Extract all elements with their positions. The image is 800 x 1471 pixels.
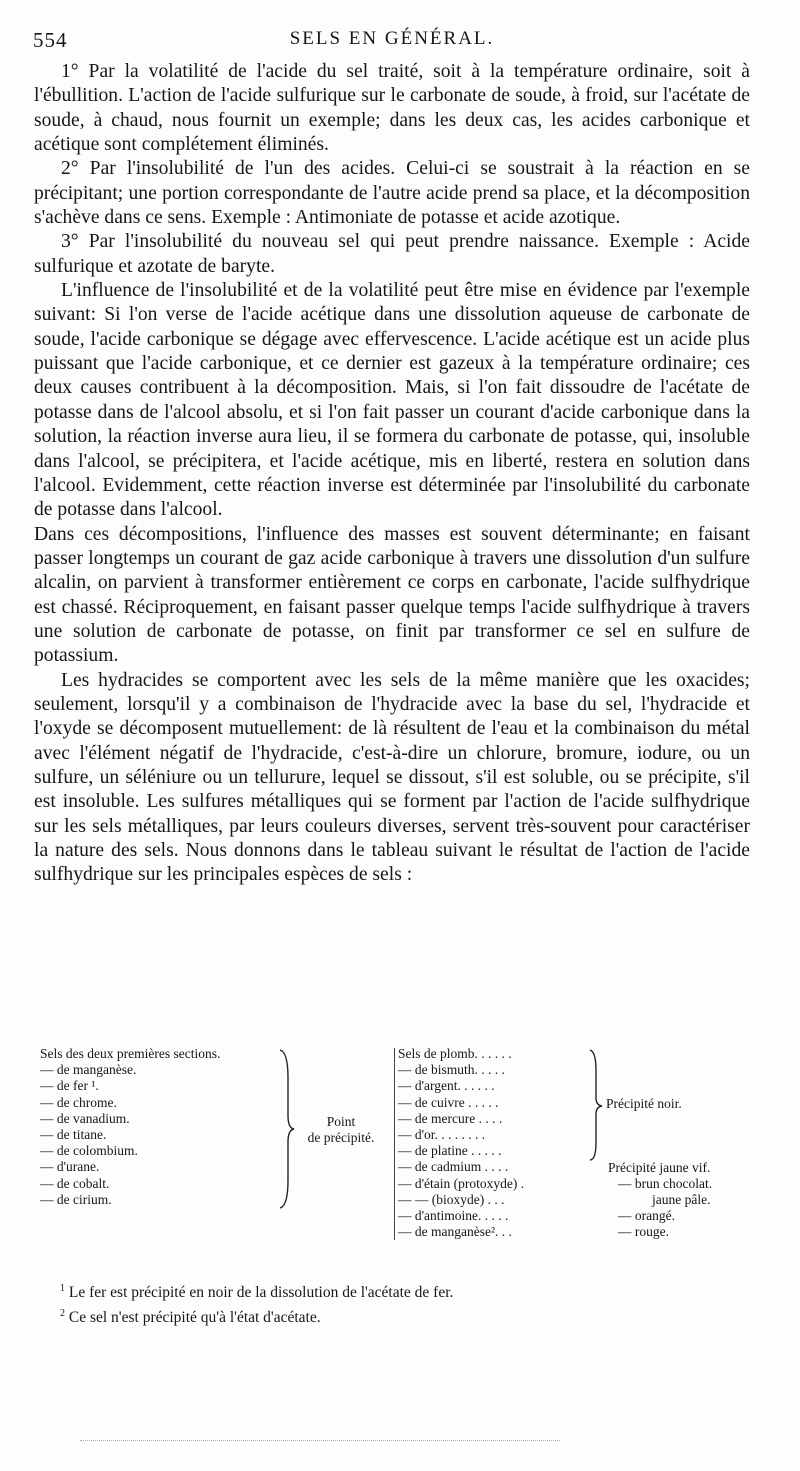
bottom-rule <box>80 1440 560 1442</box>
result-row: — brun chocolat. <box>618 1176 713 1191</box>
footnote: $^1$ Le fer est précipité en noir de la dissolution de l'acétate de fer. <box>60 1283 454 1302</box>
table-row: — de manganèse. <box>40 1062 137 1078</box>
running-title: SELS EN GÉNÉRAL. <box>289 28 495 49</box>
page-number: 554 <box>33 28 68 52</box>
column-divider <box>394 1048 395 1240</box>
table-row: — de chrome. <box>40 1094 117 1110</box>
black-precipitate-label: Précipité noir. <box>606 1096 682 1111</box>
table-row: — de titane. <box>40 1127 107 1143</box>
table-row: — d'étain (protoxyde) . <box>398 1175 525 1191</box>
result-row: Précipité jaune vif. <box>608 1160 711 1175</box>
table-row: — de fer ¹. <box>40 1078 99 1094</box>
footnotes <box>60 1278 760 1328</box>
right-brace-black-group <box>588 1048 604 1162</box>
table-row: — de cadmium . . . . <box>398 1159 509 1175</box>
result-row: — orangé. <box>618 1208 675 1223</box>
table-row: — de bismuth. . . . . <box>398 1062 505 1078</box>
paragraph-influence-example: L'influence de l'insolubilité et de la volatilité peut être mise en évidence par l'exemple suivant: Si l'on verse de l'acide acétique dans une dissolution aqueuse de carbonate de soude, l'acide carbonique se dégage avec effervescence. L'acide acétique est un acide plus puissant que l'acide carbonique, et ce dernier est gazeux à la température ordinaire; ces deux causes contribuent à la décomposition. Mais, si l'on fait dissoudre de l'acétate de potasse dans de l'alcool absolu, et si l'on fait passer un courant d'acide carbonique dans la solution, la réaction inverse aura lieu, il se formera du carbonate de potasse, qui, insoluble dans l'alcool, se précipitera, et l'acide acétique, mis en liberté, restera en solution dans l'alcool. Evidemment, cette réaction inverse est déterminée par l'insolubilité du carbonate de potasse dans l'alcool. <box>34 280 750 521</box>
table-row: — d'urane. <box>40 1159 100 1175</box>
paragraph-volatility: 1° Par la volatilité de l'acide du sel traité, soit à la température ordinaire, soit à l'ébullition. L'action de l'acide sulfurique sur le carbonate de soude, à froid, sur l'acétate de soude, à chaud, nous fournit un exemple; dans les deux cas, les acides carbonique et acétique sont complétement éliminés. <box>34 61 750 156</box>
table-row: — — (bioxyde) . . . <box>398 1191 505 1207</box>
table-row: — d'argent. . . . . . <box>398 1078 495 1094</box>
paragraph-acid-insolubility: 2° Par l'insolubilité de l'un des acides. Celui-ci se soustrait à la réaction en se précipitant; une portion correspondante de l'autre acide prend sa place, et la décomposition s'achève dans ce sens. Exemple : Antimoniate de potasse et acide azotique. <box>34 158 750 229</box>
page-header <box>33 28 751 58</box>
paragraph-mass-influence: Dans ces décompositions, l'influence des masses est souvent déterminante; en faisant passer longtemps un courant de gaz acide carbonique à travers une dissolution d'un sulfure alcalin, on parvient à transformer entièrement ce corps en carbonate, l'acide sulfhydrique est chassé. Réciproquement, en faisant passer quelque temps l'acide sulfhydrique à travers une solution de carbonate de potasse, on finit par transformer ce sel en sulfure de potassium. <box>34 523 750 667</box>
paragraph-hydracids: Les hydracides se comportent avec les sels de la même manière que les oxacides; seulement, lorsqu'il y a combinaison de l'hydracide avec la base du sel, l'hydracide et l'oxyde se décomposent mutuellement: de là résultent de l'eau et la combinaison du métal avec l'élément négatif de l'hydracide, c'est-à-dire un chlorure, bromure, iodure, ou un sulfure, un séléniure ou un tellurure, lequel se dissout, s'il est soluble, ou se précipite, s'il est insoluble. Les sulfures métalliques qui se forment par l'action de l'acide sulfhydrique sur les sels métalliques, par leurs couleurs diverses, servent très-souvent pour caractériser la nature des sels. Nous donnons dans le tableau suivant le résultat de l'action de l'acide sulfhydrique sur les principales espèces de sels : <box>34 669 750 886</box>
table-row: — de mercure . . . . <box>398 1110 503 1126</box>
right-brace-left-group <box>278 1048 296 1210</box>
table-row: — de colombium. <box>40 1143 138 1159</box>
table-row: — d'antimoine. . . . . <box>398 1208 509 1224</box>
table-row: — de vanadium. <box>40 1110 130 1126</box>
result-row: jaune pâle. <box>652 1192 711 1207</box>
no-precipitate-label: Point de précipité. <box>307 1114 375 1146</box>
body-text <box>34 60 750 888</box>
table-row: — de manganèse². . . <box>398 1224 512 1240</box>
table-row: — de cuivre . . . . . <box>398 1094 499 1110</box>
footnote: $^2$ Ce sel n'est précipité qu'à l'état d'acétate. <box>60 1308 321 1327</box>
table-row: — d'or. . . . . . . . <box>398 1127 486 1143</box>
left-salt-list <box>40 1046 290 1208</box>
table-row: Sels des deux premières sections. <box>40 1046 221 1061</box>
table-row: Sels de plomb. . . . . . <box>398 1046 512 1061</box>
precipitation-table <box>40 1046 770 1256</box>
paragraph-salt-insolubility: 3° Par l'insolubilité du nouveau sel qui peut prendre naissance. Exemple : Acide sulfurique et azotate de baryte. <box>34 231 750 277</box>
table-row: — de cirium. <box>40 1191 112 1207</box>
result-row: — rouge. <box>618 1224 669 1239</box>
table-row: — de platine . . . . . <box>398 1143 502 1159</box>
right-salt-list <box>398 1046 608 1240</box>
table-row: — de cobalt. <box>40 1175 110 1191</box>
